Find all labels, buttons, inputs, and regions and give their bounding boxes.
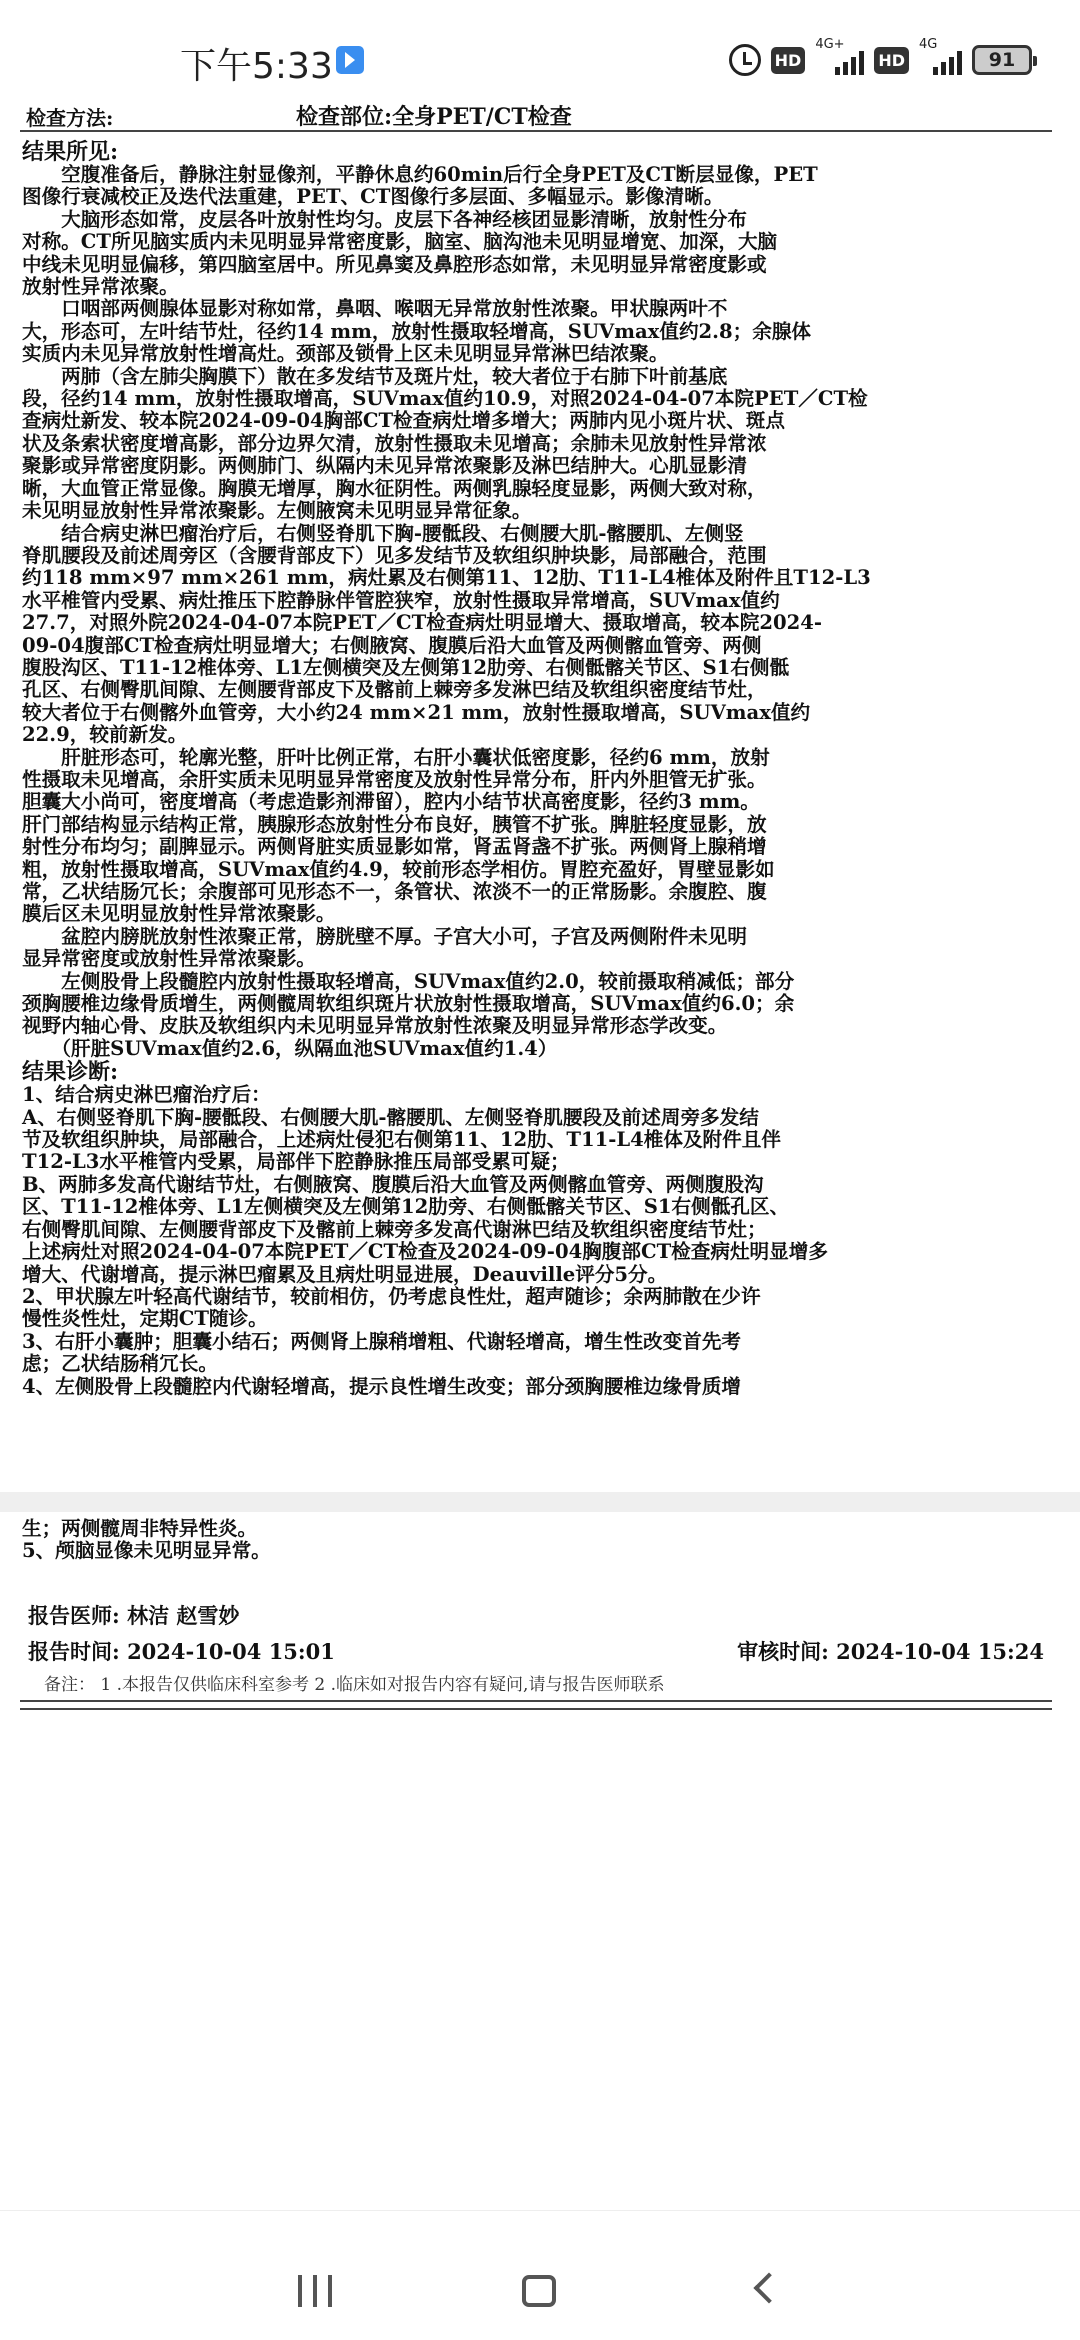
diagnosis-text	[22, 1084, 1058, 1398]
findings-line: 对称。CT所见脑实质内未见明显异常密度影，脑室、脑沟池未见明显增宽、加深，大脑	[22, 230, 778, 254]
diagnosis-line: 节及软组织肿块，局部融合，上述病灶侵犯右侧第11、12肋、T11-L4椎体及附件且伴	[22, 1128, 781, 1152]
findings-line: 中线未见明显偏移，第四脑室居中。所见鼻窦及鼻腔形态如常，未见明显异常密度影或	[22, 252, 767, 276]
findings-line: 实质内未见异常放射性增高灶。颈部及锁骨上区未见明显异常淋巴结浓聚。	[22, 342, 669, 366]
findings-line: 段，径约14 mm，放射性摄取增高，SUVmax值约10.9，对照2024-04-07本院PET／CT检	[22, 387, 868, 411]
report-doctor: 报告医师: 林洁 赵雪妙	[28, 1603, 240, 1628]
diagnosis-line: 5、颅脑显像未见明显异常。	[22, 1539, 271, 1563]
findings-text	[22, 164, 1058, 1060]
hd-icon-2: HD	[874, 47, 909, 74]
findings-line: 射性分布均匀；副脾显示。两侧肾脏实质显影如常，肾盂肾盏不扩张。两侧肾上腺稍增	[22, 835, 767, 859]
report-header	[26, 96, 1056, 132]
battery-icon	[972, 45, 1032, 75]
findings-line: 大脑形态如常，皮层各叶放射性均匀。皮层下各神经核团显影清晰，放射性分布	[22, 207, 747, 231]
findings-line: 大，形态可，左叶结节灶，径约14 mm，放射性摄取轻增高，SUVmax值约2.8；余腺体	[22, 319, 812, 343]
findings-line: 放射性异常浓聚。	[22, 275, 179, 299]
findings-line: 颈胸腰椎边缘骨质增生，两侧髋周软组织斑片状放射性摄取增高，SUVmax值约6.0；余	[22, 992, 795, 1016]
findings-section	[22, 140, 1058, 1398]
findings-line: 视野内轴心骨、皮肤及软组织内未见明显异常放射性浓聚及明显异常形态学改变。	[22, 1014, 728, 1038]
signal-icon-2	[919, 37, 962, 75]
method-label: 检查方法:	[26, 106, 114, 130]
hd-icon: HD	[771, 47, 806, 74]
findings-line: 肝脏形态可，轮廓光整，肝叶比例正常，右肝小囊状低密度影，径约6 mm，放射	[22, 745, 770, 769]
findings-line: 较大者位于右侧髂外血管旁，大小约24 mm×21 mm，放射性摄取增高，SUVmax值约	[22, 700, 811, 724]
diagnosis-line: 3、右肝小囊肿；胆囊小结石；两侧肾上腺稍增粗、代谢轻增高，增生性改变首先考	[22, 1329, 742, 1353]
network-type-label-2: 4G	[919, 37, 938, 52]
recent-apps-button[interactable]	[298, 2275, 332, 2307]
diagnosis-line: 4、左侧股骨上段髓腔内代谢轻增高，提示良性增生改变；部分颈胸腰椎边缘骨质增	[22, 1374, 742, 1398]
findings-line: 查病灶新发、较本院2024-09-04胸部CT检查病灶增多增大；两肺内见小斑片状、斑点	[22, 409, 785, 433]
navigation-bar	[0, 2210, 1080, 2340]
findings-line: 膜后区未见明显放射性异常浓聚影。	[22, 902, 336, 926]
findings-line: 左侧股骨上段髓腔内放射性摄取轻增高，SUVmax值约2.0，较前摄取稍减低；部分	[22, 969, 795, 993]
findings-line: 09-04腹部CT检查病灶明显增大；右侧腋窝、腹膜后沿大血管及两侧髂血管旁、两侧	[22, 633, 762, 657]
findings-line: 状及条索状密度增高影，部分边界欠清，放射性摄取未见增高；余肺未见放射性异常浓	[22, 431, 767, 455]
footer-divider-1	[20, 1700, 1052, 1702]
findings-line: 聚影或异常密度阴影。两侧肺门、纵隔内未见异常浓聚影及淋巴结肿大。心肌显影清	[22, 454, 747, 478]
findings-line: 胆囊大小尚可，密度增高（考虑造影剂滞留），腔内小结节状高密度影，径约3 mm。	[22, 790, 760, 814]
findings-line: 性摄取未见增高，余肝实质未见明显异常密度及放射性异常分布，肝内外胆管无扩张。	[22, 767, 767, 791]
findings-title: 结果所见:	[22, 139, 119, 165]
footer-divider-2	[20, 1708, 1052, 1710]
findings-line: 显异常密度或放射性异常浓聚影。	[22, 947, 316, 971]
report-note: 备注： 1 .本报告仅供临床科室参考 2 .临床如对报告内容有疑问,请与报告医师联系	[44, 1675, 665, 1695]
signal-icon	[815, 37, 864, 75]
diagnosis-line: 生；两侧髋周非特异性炎。	[22, 1517, 258, 1540]
findings-line: 结合病史淋巴瘤治疗后，右侧竖脊肌下胸-腰骶段、右侧腰大肌-髂腰肌、左侧竖	[22, 521, 744, 545]
diagnosis-line: 2、甲状腺左叶轻高代谢结节，较前相仿，仍考虑良性灶，超声随诊；余两肺散在少许	[22, 1284, 761, 1308]
findings-line: 未见明显放射性异常浓聚影。左侧腋窝未见明显异常征象。	[22, 499, 532, 523]
diagnosis-title: 结果诊断:	[22, 1059, 119, 1086]
findings-line: 脊肌腰段及前述周旁区（含腰背部皮下）见多发结节及软组织肿块影，局部融合，范围	[22, 543, 767, 567]
findings-line: 肝门部结构显示结构正常，胰腺形态放射性分布良好，胰管不扩张。脾脏轻度显影，放	[22, 812, 767, 836]
findings-line: 约118 mm×97 mm×261 mm，病灶累及右侧第11、12肋、T11-L4椎体及附件且T12-L3	[22, 566, 871, 590]
findings-line: 水平椎管内受累、病灶推压下腔静脉伴管腔狭窄，放射性摄取异常增高，SUVmax值约	[22, 588, 780, 612]
diagnosis-line: 右侧臀肌间隙、左侧腰背部皮下及髂前上棘旁多发高代谢淋巴结及软组织密度结节灶；	[22, 1217, 767, 1241]
battery-level: 91	[988, 49, 1016, 71]
diagnosis-line: T12-L3水平椎管内受累，局部伴下腔静脉推压局部受累可疑；	[22, 1150, 570, 1174]
report-time: 报告时间: 2024-10-04 15:01	[28, 1639, 335, 1664]
findings-line: 图像行衰减校正及迭代法重建，PET、CT图像行多层面、多幅显示。影像清晰。	[22, 185, 724, 209]
findings-line: 两肺（含左肺尖胸膜下）散在多发结节及斑片灶，较大者位于右肺下叶前基底	[22, 364, 728, 388]
diagnosis-continued	[22, 1518, 1058, 1563]
diagnosis-line: 区、T11-12椎体旁、L1左侧横突及左侧第12肋旁、右侧骶髂关节区、S1右侧骶孔区、	[22, 1195, 790, 1219]
network-type-label: 4G+	[815, 37, 845, 52]
home-button[interactable]	[522, 2275, 556, 2307]
findings-line: 腹股沟区、T11-12椎体旁、L1左侧横突及左侧第12肋旁、右侧骶髂关节区、S1右侧骶	[22, 655, 790, 679]
findings-line: 空腹准备后，静脉注射显像剂，平静休息约60min后行全身PET及CT断层显像，PET	[22, 163, 818, 186]
back-button[interactable]	[753, 2272, 784, 2303]
diagnosis-line: A、右侧竖脊肌下胸-腰骶段、右侧腰大肌-髂腰肌、左侧竖脊肌腰段及前述周旁多发结	[22, 1105, 759, 1129]
review-time: 审核时间: 2024-10-04 15:24	[737, 1639, 1044, 1664]
diagnosis-line: 增大、代谢增高，提示淋巴瘤累及且病灶明显进展，Deauville评分5分。	[22, 1262, 668, 1286]
findings-line: 晰，大血管正常显像。胸膜无增厚，胸水征阴性。两侧乳腺轻度显影，两侧大致对称，	[22, 476, 767, 500]
diagnosis-line: 1、结合病史淋巴瘤治疗后：	[22, 1083, 271, 1107]
findings-line: （肝脏SUVmax值约2.6，纵隔血池SUVmax值约1.4）	[22, 1036, 558, 1060]
findings-line: 常，乙状结肠冗长；余腹部可见形态不一，条管状、浓淡不一的正常肠影。余腹腔、腹	[22, 880, 767, 903]
alarm-icon	[729, 44, 761, 76]
diagnosis-line: B、两肺多发高代谢结节灶，右侧腋窝、腹膜后沿大血管及两侧髂血管旁、两侧腹股沟	[22, 1172, 764, 1196]
findings-line: 口咽部两侧腺体显影对称如常，鼻咽、喉咽无异常放射性浓聚。甲状腺两叶不	[22, 297, 728, 321]
findings-line: 粗，放射性摄取增高，SUVmax值约4.9，较前形态学相仿。胃腔充盈好，胃壁显影如	[22, 857, 775, 881]
status-icons	[729, 37, 1032, 80]
findings-line: 盆腔内膀胱放射性浓聚正常，膀胱壁不厚。子宫大小可，子宫及两侧附件未见明	[22, 924, 747, 948]
findings-line: 27.7，对照外院2024-04-07本院PET／CT检查病灶明显增大、摄取增高，较本院2024-	[22, 611, 822, 635]
status-time: 下午5:33	[180, 46, 333, 87]
exam-part-label: 检查部位:全身PET/CT检查	[296, 104, 572, 130]
app-notification-icon	[336, 46, 364, 74]
diagnosis-line: 虑；乙状结肠稍冗长。	[22, 1352, 218, 1376]
diagnosis-line: 慢性炎性灶，定期CT随诊。	[22, 1307, 268, 1331]
page-break	[0, 1492, 1080, 1512]
findings-line: 22.9，较前新发。	[22, 723, 188, 747]
diagnosis-line: 上述病灶对照2024-04-07本院PET／CT检查及2024-09-04胸腹部CT检查病灶明显增多	[22, 1240, 828, 1264]
header-divider	[20, 130, 1052, 132]
findings-line: 孔区、右侧臀肌间隙、左侧腰背部皮下及髂前上棘旁多发淋巴结及软组织密度结节灶，	[22, 678, 767, 702]
